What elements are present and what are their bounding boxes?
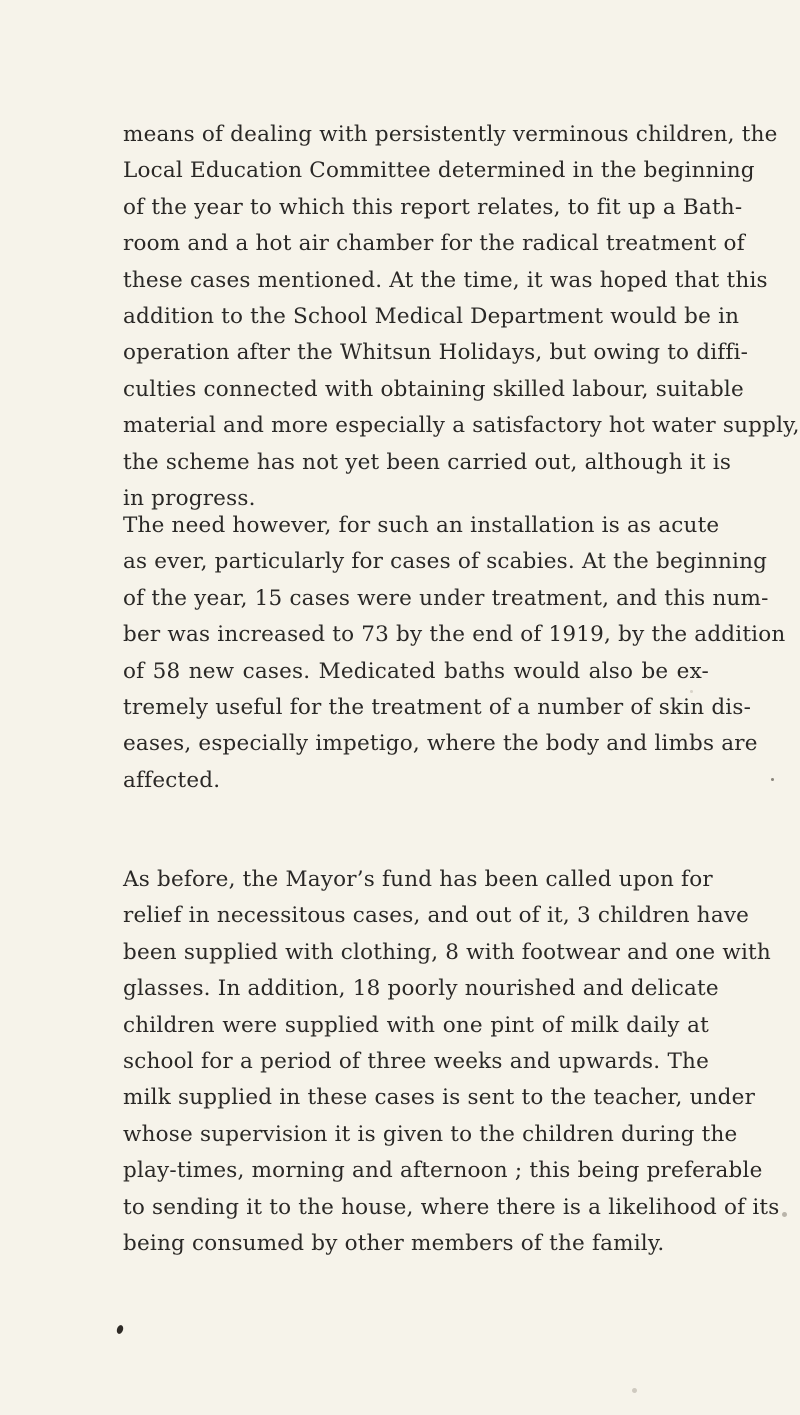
ink-speck	[690, 690, 693, 693]
paragraph-mayors-fund	[123, 862, 780, 1262]
text-line: been supplied with clothing, 8 with footwear and one with	[123, 939, 771, 965]
text-line: of 58 new cases. Medicated baths would also be ex-	[123, 658, 709, 684]
ink-speck	[632, 1388, 637, 1393]
paragraph-verminous-children	[123, 117, 800, 517]
text-line: children were supplied with one pint of milk daily at	[123, 1012, 709, 1038]
text-line: play-times, morning and afternoon ; this being preferable	[123, 1158, 763, 1184]
text-line: room and a hot air chamber for the radical treatment of	[123, 231, 745, 257]
text-line: ber was increased to 73 by the end of 1919, by the addition	[123, 622, 786, 648]
ink-speck	[782, 1212, 787, 1217]
text-line: these cases mentioned. At the time, it was hoped that this	[123, 267, 768, 293]
text-line: whose supervision it is given to the children during the	[123, 1121, 738, 1147]
text-line: affected.	[123, 767, 221, 793]
text-line: addition to the School Medical Department would be in	[123, 304, 740, 330]
text-line: material and more especially a satisfactory hot water supply,	[123, 413, 800, 439]
text-line: relief in necessitous cases, and out of it, 3 children have	[123, 903, 750, 929]
text-line: as ever, particularly for cases of scabies. At the beginning	[123, 549, 768, 575]
text-line: As before, the Mayor’s fund has been called upon for	[123, 867, 713, 892]
text-line: tremely useful for the treatment of a number of skin dis-	[123, 695, 752, 721]
ink-speck	[771, 778, 774, 781]
text-line: of the year, 15 cases were under treatment, and this num-	[123, 585, 769, 611]
text-line: the scheme has not yet been carried out, although it is	[123, 449, 732, 475]
text-line: in progress.	[123, 486, 256, 512]
text-line: to sending it to the house, where there is a likelihood of its	[123, 1194, 780, 1220]
text-line: operation after the Whitsun Holidays, but owing to diffi-	[123, 340, 749, 366]
text-line: glasses. In addition, 18 poorly nourished and delicate	[123, 976, 719, 1002]
text-line: Local Education Committee determined in the beginning	[123, 158, 755, 184]
text-line: milk supplied in these cases is sent to the teacher, under	[123, 1085, 756, 1111]
text-line: of the year to which this report relates, to fit up a Bath-	[123, 194, 743, 220]
text-line: school for a period of three weeks and upwards. The	[123, 1049, 709, 1075]
ink-speck	[116, 1324, 125, 1335]
text-line: culties connected with obtaining skilled labour, suitable	[123, 376, 744, 402]
text-line: means of dealing with persistently verminous children, the	[123, 122, 778, 147]
text-line: eases, especially impetigo, where the body and limbs are	[123, 731, 758, 757]
paragraph-scabies-installation	[123, 508, 786, 799]
text-line: The need however, for such an installation is as acute	[123, 513, 720, 538]
text-line: being consumed by other members of the family.	[123, 1231, 665, 1257]
